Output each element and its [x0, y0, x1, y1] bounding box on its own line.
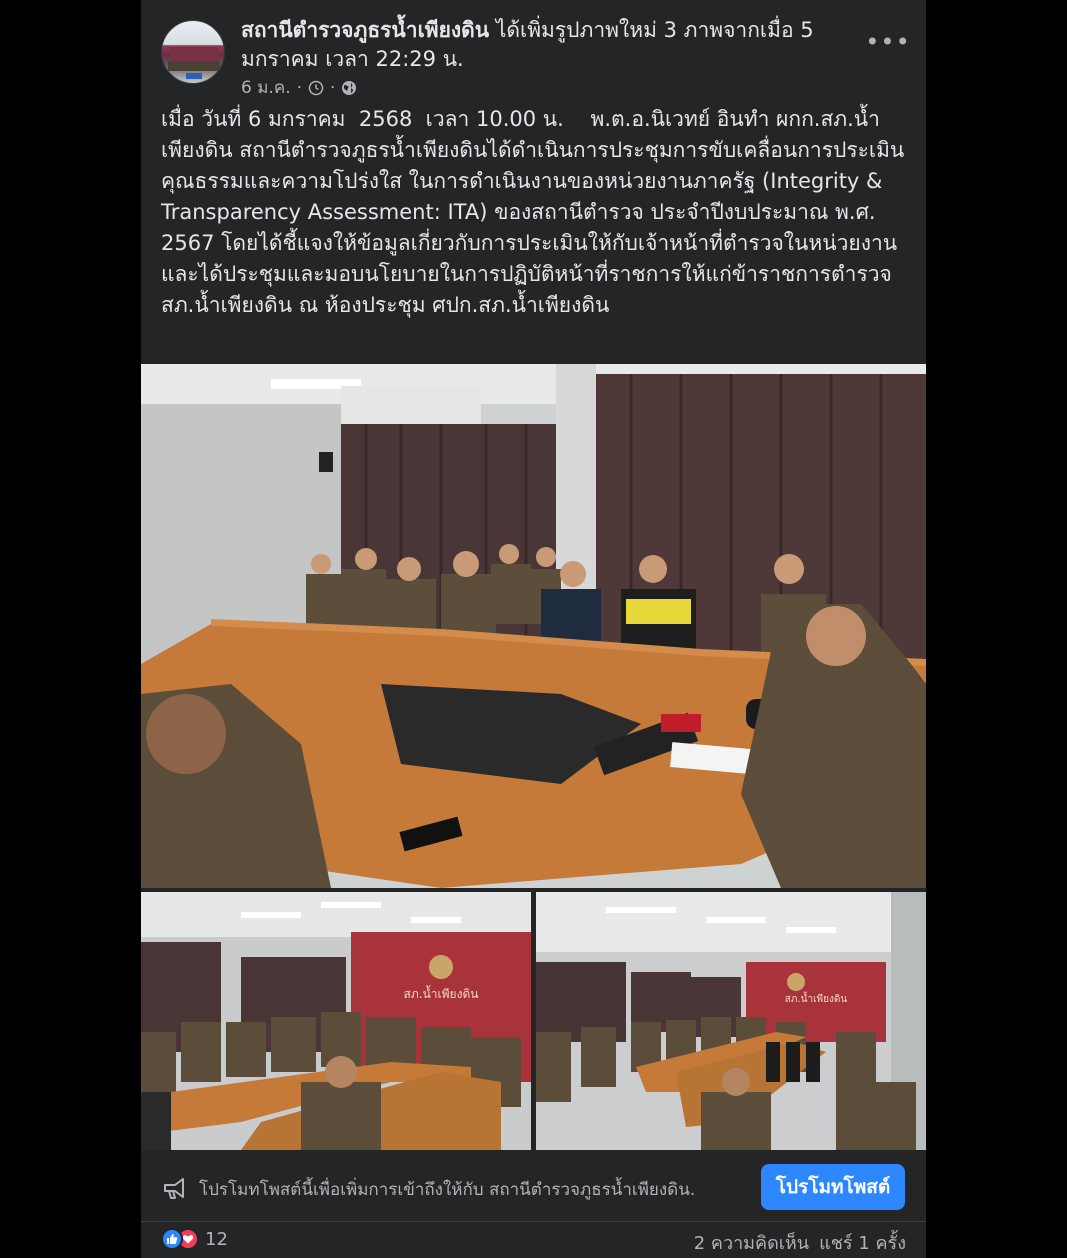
page-name-link[interactable]: สถานีตำรวจภูธรน้ำเพียงดิน	[241, 18, 490, 42]
post-date[interactable]: 6 ม.ค.	[241, 78, 291, 98]
engagement-stats	[694, 1228, 906, 1257]
shares-count-link[interactable]: แชร์ 1 ครั้ง	[819, 1233, 906, 1254]
meeting-room-illustration-3	[536, 892, 926, 1150]
promote-text: โปรโมทโพสต์นี้เพื่อเพิ่มการเข้าถึงให้กับ สถานีตำรวจภูธรน้ำเพียงดิน.	[199, 1180, 696, 1200]
meta-separator-2: ·	[330, 77, 336, 98]
more-icon: •••	[865, 28, 911, 56]
photo-meeting-wide-2[interactable]	[536, 892, 926, 1150]
megaphone-icon	[161, 1174, 189, 1202]
photo-grid	[141, 364, 926, 1152]
reaction-summary[interactable]	[161, 1228, 228, 1250]
wall-sign-text-2: สภ.น้ำเพียงดิน	[784, 994, 848, 1005]
post-caption: เมื่อ วันที่ 6 มกราคม 2568 เวลา 10.00 น. พ.ต.อ.นิเวทย์ อินทำ ผกก.สภ.น้ำเพียงดิน สถานีตำรวจภูธรน้ำเพียงดินได้ดำเนินการประชุมการขับเคลื่อนการประเมินคุณธรรมและความโปร่งใส ในการดำเนินงานของหน่วยงานภาครัฐ (Integrity & Transparency Assessment: ITA) ของสถานีตำรวจ ประจำปีงบประมาณ พ.ศ. 2567 โดยได้ชี้แจงให้ข้อมูลเกี่ยวกับการประเมินให้กับเจ้าหน้าที่ตำรวจในหน่วยงาน และได้ประชุมและมอบนโยบายในการปฏิบัติหน้าที่ราชการให้แก่ข้าราชการตำรวจ สภ.น้ำเพียงดิน ณ ห้องประชุม ศปก.สภ.น้ำเพียงดิน	[161, 107, 905, 317]
post-header	[161, 16, 910, 96]
promote-bar	[141, 1152, 926, 1222]
page-avatar[interactable]	[161, 20, 225, 84]
facebook-post	[141, 0, 926, 1258]
comments-count-link[interactable]: 2 ความคิดเห็น	[693, 1233, 810, 1254]
globe-icon[interactable]	[341, 80, 357, 96]
meta-separator: ·	[296, 77, 303, 98]
promote-post-button[interactable]: โปรโมทโพสต์	[761, 1164, 905, 1210]
reactions-bar	[161, 1222, 906, 1258]
wall-sign-text: สภ.น้ำเพียงดิน	[403, 987, 479, 1001]
photo-meeting-main[interactable]	[141, 364, 926, 888]
post-meta	[241, 74, 357, 101]
meeting-room-illustration-2	[141, 892, 531, 1150]
post-action-text: ได้เพิ่มรูปภาพใหม่ 3 ภาพจากเมื่อ 5 มกราคม เวลา 22:29 น.	[241, 18, 814, 71]
more-options-button[interactable]	[865, 24, 911, 60]
reaction-count: 12	[205, 1228, 228, 1250]
post-title	[241, 16, 862, 74]
photo-meeting-wide-1[interactable]	[141, 892, 531, 1150]
meeting-room-illustration	[141, 364, 926, 888]
clock-icon	[308, 80, 324, 96]
like-icon	[161, 1228, 183, 1250]
